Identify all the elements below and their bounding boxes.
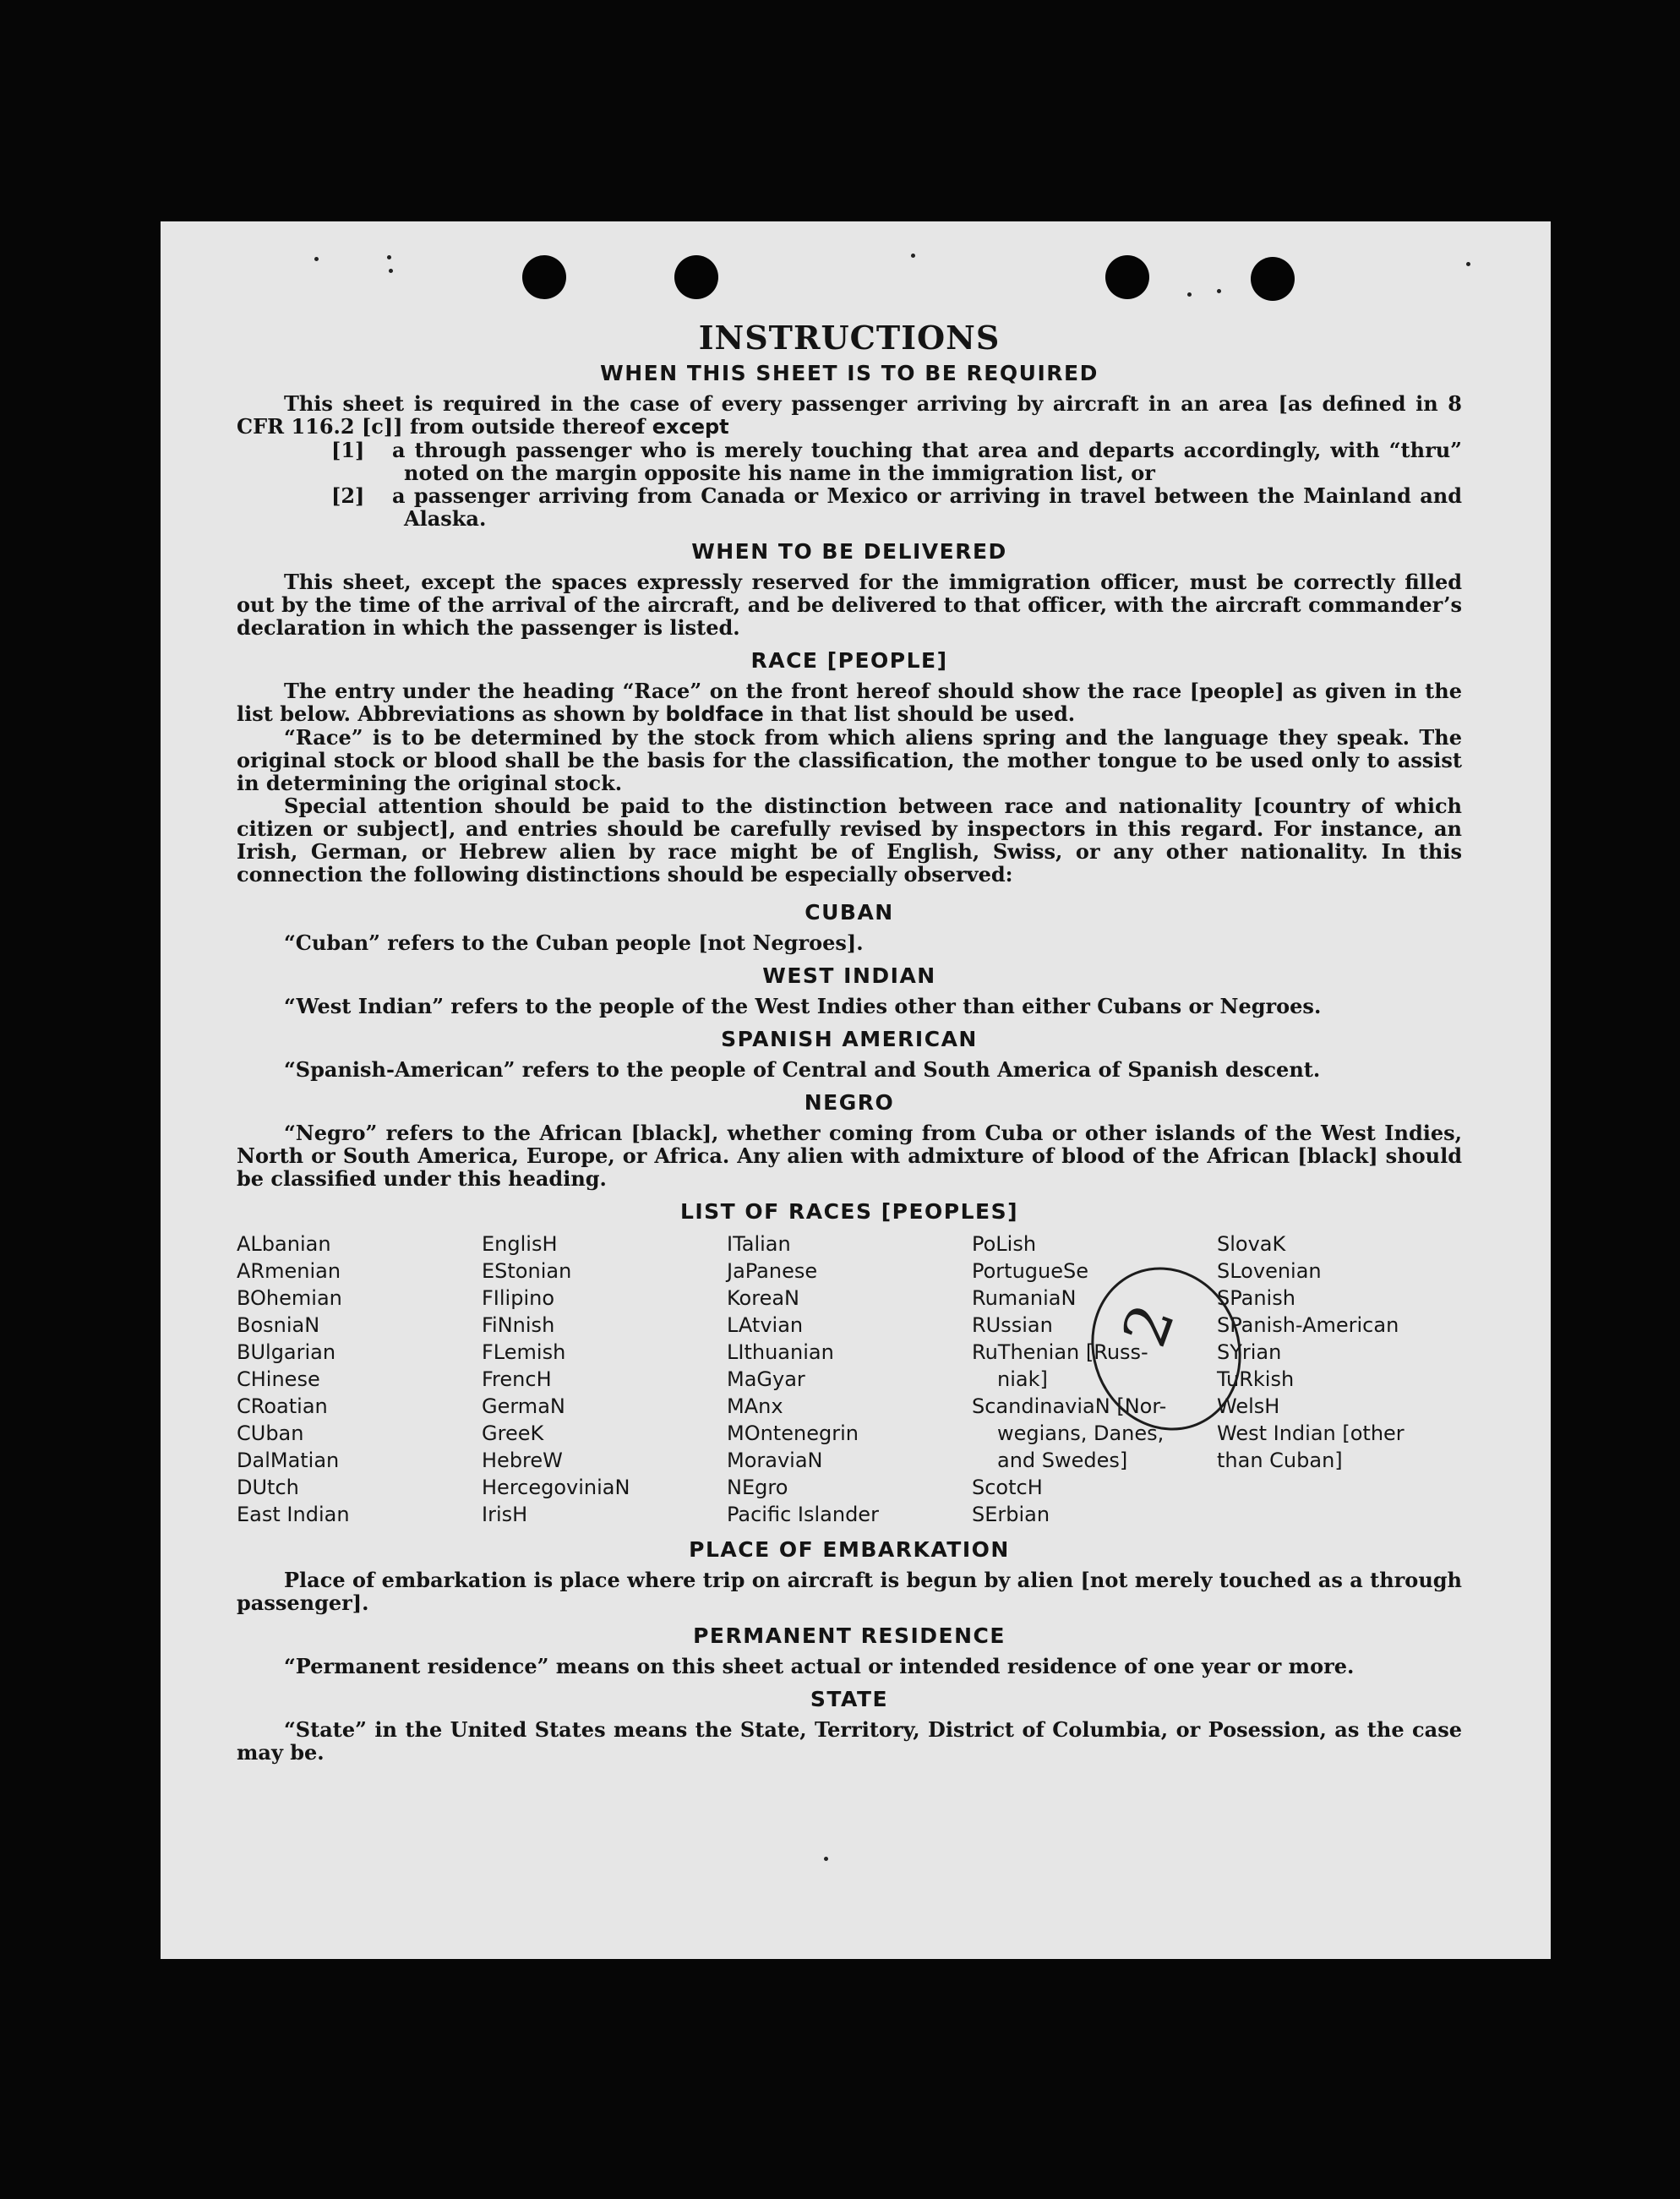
race-item: BosniaN	[237, 1313, 320, 1337]
state-text: “State” in the United States means the State, Territory, District of Columbia, or Posession, as the case may be.	[237, 1717, 1462, 1765]
race-item: NEgro	[727, 1476, 788, 1499]
speck	[387, 255, 391, 259]
race-item: IrisH	[482, 1503, 528, 1526]
race-item: FLemish	[482, 1340, 566, 1364]
heading-race: RACE [PEOPLE]	[750, 648, 948, 673]
race-item: SErbian	[972, 1503, 1050, 1526]
race-item: SlovaK	[1217, 1232, 1286, 1256]
speck	[314, 257, 319, 261]
race-item: KoreaN	[727, 1286, 799, 1310]
heading-when-delivered: WHEN TO BE DELIVERED	[691, 539, 1007, 564]
when-required-text: This sheet is required in the case of every passenger arriving by aircraft in an area [as defined in 8 CFR 116.2 [c]] from outside thereof except	[237, 391, 1462, 439]
race-item: and Swedes]	[997, 1449, 1128, 1472]
west-indian-text: “West Indian” refers to the people of the West Indies other than either Cubans or Negroes.	[284, 994, 1322, 1018]
race-item: RumaniaN	[972, 1286, 1077, 1310]
race-item: RuThenian [Russ-	[972, 1340, 1148, 1364]
race-column	[727, 1230, 972, 1528]
race-item: than Cuban]	[1217, 1449, 1343, 1472]
race-item: HebreW	[482, 1449, 563, 1472]
keyword-except: except	[652, 415, 729, 439]
residence-text: “Permanent residence” means on this sheet actual or intended residence of one year or more.	[284, 1654, 1355, 1678]
speck	[1187, 292, 1192, 297]
race-item: ITalian	[727, 1232, 791, 1256]
heading-west-indian: WEST INDIAN	[762, 963, 936, 988]
exception-item: [2] a passenger arriving from Canada or Mexico or arriving in travel between the Mainland and Alaska.	[331, 483, 1462, 531]
speck	[911, 254, 915, 258]
race-item: FiNnish	[482, 1313, 555, 1337]
speck	[389, 269, 393, 273]
race-item: JaPanese	[727, 1259, 818, 1283]
race-item: CHinese	[237, 1367, 320, 1391]
race-item: MOntenegrin	[727, 1421, 859, 1445]
exception-item: [1] a through passenger who is merely touching that area and departs accordingly, with “thru” noted on the margin opposite his name in the immigration list, or	[331, 438, 1462, 485]
heading-negro: NEGRO	[804, 1090, 895, 1115]
race-item: GermaN	[482, 1394, 565, 1418]
speck	[1466, 262, 1470, 266]
handwritten-mark: 2	[1108, 1295, 1189, 1356]
race-item: West Indian [other	[1217, 1421, 1405, 1445]
race-item: PortugueSe	[972, 1259, 1088, 1283]
punch-hole	[1251, 257, 1295, 301]
race-item: DUtch	[237, 1476, 299, 1499]
race-item: ARmenian	[237, 1259, 341, 1283]
speck	[1217, 289, 1221, 293]
race-item: FrencH	[482, 1367, 552, 1391]
negro-text: “Negro” refers to the African [black], whether coming from Cuba or other islands of the West Indies, North or South America, Europe, or Africa. Any alien with admixture of blood of the African [black] should be classified under this heading.	[237, 1121, 1462, 1191]
embarkation-text: Place of embarkation is place where trip on aircraft is begun by alien [not merely touched as a through passenger].	[237, 1568, 1462, 1615]
race-paragraph: Special attention should be paid to the distinction between race and nationality [country of which citizen or subject], and entries should be carefully revised by inspectors in this regard. For instance, an Irish, German, or Hebrew alien by race might be of English, Swiss, or any other nationality. In this connection the following distinctions should be especially observed:	[237, 794, 1462, 887]
race-item: SPanish	[1217, 1286, 1295, 1310]
race-item: WelsH	[1217, 1394, 1280, 1418]
race-item: ScotcH	[972, 1476, 1043, 1499]
cuban-text: “Cuban” refers to the Cuban people [not Negroes].	[284, 930, 864, 955]
heading-state: STATE	[810, 1687, 889, 1711]
race-item: niak]	[997, 1367, 1048, 1391]
race-item: CUban	[237, 1421, 304, 1445]
race-item: TuRkish	[1217, 1367, 1295, 1391]
punch-hole	[1105, 255, 1149, 299]
race-item: FIlipino	[482, 1286, 555, 1310]
race-item: PoLish	[972, 1232, 1037, 1256]
race-item: EStonian	[482, 1259, 572, 1283]
race-item: East Indian	[237, 1503, 350, 1526]
race-item: MaGyar	[727, 1367, 805, 1391]
race-item: LIthuanian	[727, 1340, 834, 1364]
race-item: SLovenian	[1217, 1259, 1322, 1283]
punch-hole	[674, 255, 718, 299]
race-item: MoraviaN	[727, 1449, 823, 1472]
race-column	[482, 1230, 727, 1528]
race-item: BOhemian	[237, 1286, 342, 1310]
spanish-american-text: “Spanish-American” refers to the people of Central and South America of Spanish descent.	[284, 1057, 1321, 1082]
punch-hole	[522, 255, 566, 299]
heading-spanish-american: SPANISH AMERICAN	[721, 1027, 978, 1051]
race-item: EnglisH	[482, 1232, 558, 1256]
heading-list-of-races: LIST OF RACES [PEOPLES]	[679, 1199, 1019, 1224]
race-item: ScandinaviaN [Nor-	[972, 1394, 1167, 1418]
race-item: BUlgarian	[237, 1340, 336, 1364]
instructions-content	[237, 319, 1462, 1764]
race-item: HercegoviniaN	[482, 1476, 630, 1499]
race-item: LAtvian	[727, 1313, 804, 1337]
keyword-boldface: boldface	[665, 702, 764, 726]
race-item: ALbanian	[237, 1232, 331, 1256]
race-item: CRoatian	[237, 1394, 328, 1418]
heading-embarkation: PLACE OF EMBARKATION	[689, 1537, 1010, 1562]
page-title: INSTRUCTIONS	[698, 319, 1001, 357]
document-sheet	[161, 221, 1551, 1959]
race-item: wegians, Danes,	[997, 1421, 1165, 1445]
race-item: SPanish-American	[1217, 1313, 1399, 1337]
race-paragraph: “Race” is to be determined by the stock from which aliens spring and the language they speak. The original stock or blood shall be the basis for the classification, the mother tongue to be used only to assist in determining the original stock.	[237, 725, 1462, 795]
race-column	[237, 1230, 482, 1528]
heading-when-required: WHEN THIS SHEET IS TO BE REQUIRED	[600, 361, 1099, 385]
speck	[824, 1857, 828, 1861]
race-item: MAnx	[727, 1394, 783, 1418]
heading-cuban: CUBAN	[805, 900, 894, 925]
race-column	[1217, 1230, 1462, 1528]
race-item: SYrian	[1217, 1340, 1282, 1364]
race-list	[237, 1230, 1462, 1528]
race-paragraph: The entry under the heading “Race” on the front hereof should show the race [people] as given in the list below. Abbreviations as shown by boldface in that list should be used.	[237, 679, 1462, 726]
race-item: GreeK	[482, 1421, 544, 1445]
race-item: DalMatian	[237, 1449, 340, 1472]
when-delivered-text: This sheet, except the spaces expressly reserved for the immigration officer, must be correctly filled out by the time of the arrival of the aircraft, and be delivered to that officer, with the aircraft commander’s declaration in which the passenger is listed.	[237, 570, 1462, 640]
race-item: RUssian	[972, 1313, 1053, 1337]
race-item: Pacific Islander	[727, 1503, 879, 1526]
heading-permanent-residence: PERMANENT RESIDENCE	[693, 1623, 1006, 1648]
